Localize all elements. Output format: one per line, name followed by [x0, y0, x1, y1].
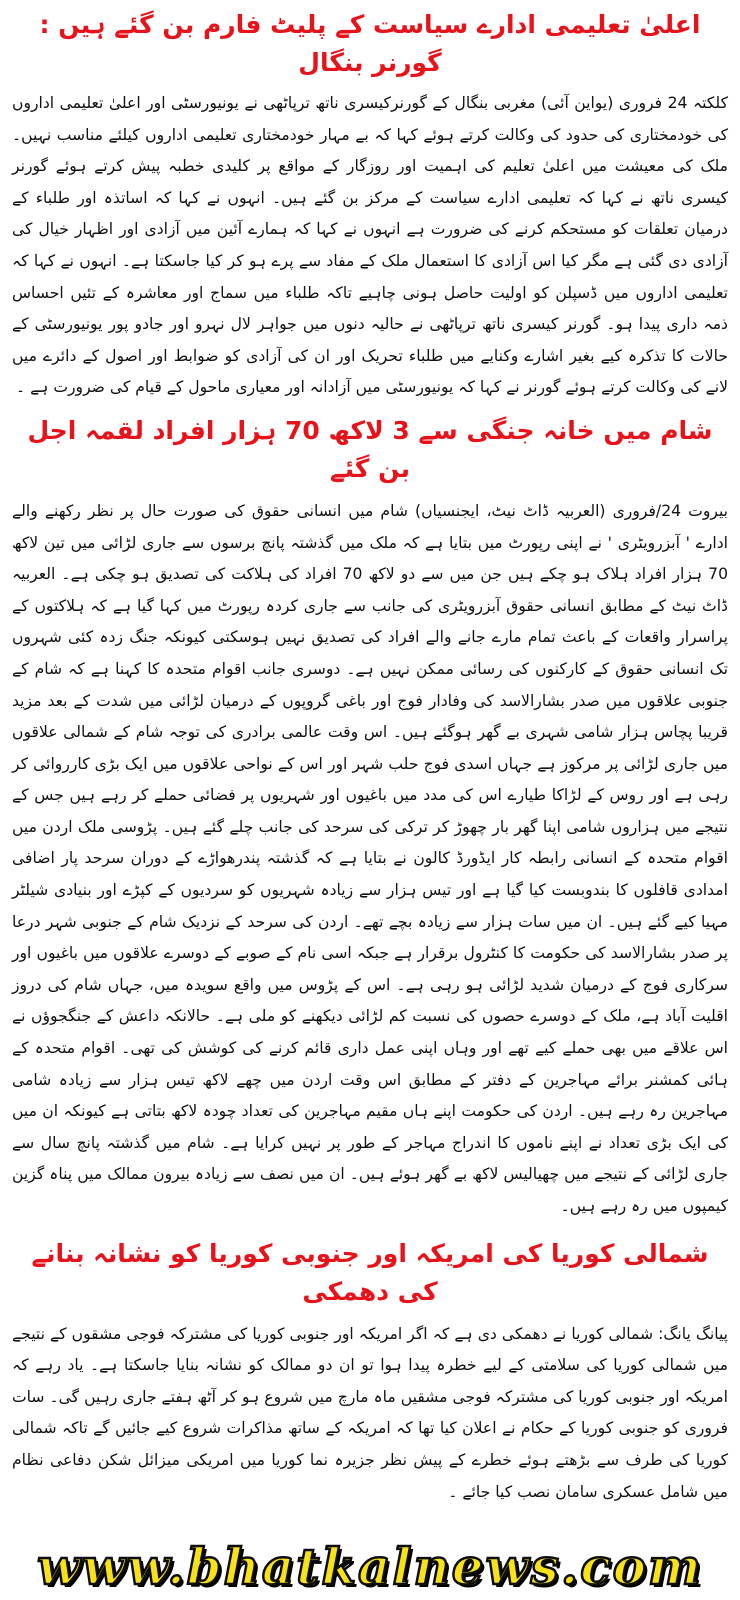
footer-banner [0, 1532, 740, 1600]
article-body: پیانگ یانگ: شمالی کوریا نے دھمکی دی ہے کہ اگر امریکہ اور جنوبی کوریا کی مشترکہ فوجی مشقوں کے نتیجے میں شمالی کوریا کی سلامتی کے لیے خطرہ پیدا ہوا تو ان دو ممالک کو نشانہ بنایا جاسکتا ہے۔ یاد رہے کہ امریکہ اور جنوبی کوریا کی مشترکہ فوجی مشقیں ماہ مارچ میں شروع ہو کر آٹھ ہفتے جاری رہیں گی۔ سات فروری کو جنوبی کوریا کے حکام نے اعلان کیا تھا کہ امریکہ کے ساتھ مذاکرات شروع کیے جائیں گے تاکہ شمالی کوریا کی طرف سے بڑھتے ہوئے خطرے کے پیش نظر جزیرہ نما کوریا میں امریکی میزائل شکن دفاعی نظام میں شامل عسکری سامان نصب کیا جائے ۔ [12, 1324, 728, 1501]
article-headline: شمالی کوریا کی امریکہ اور جنوبی کوریا کو نشانہ بنانے کی دھمکی [31, 1238, 709, 1306]
article-governor-bengal [12, 6, 728, 404]
article-headline: اعلیٰ تعلیمی ادارے سیاست کے پلیٹ فارم بن گئے ہیں : گورنر بنگال [39, 10, 701, 77]
article-headline: شام میں خانہ جنگی سے 3 لاکھ 70 ہزار افراد لقمہ اجل بن گئے [27, 415, 713, 483]
article-north-korea-threat [12, 1235, 728, 1509]
article-body: کلکتہ 24 فروری (یواین آئی) مغربی بنگال کے گورنرکیسری ناتھ ترپاٹھی نے یونیورسٹی اور اعلیٰ تعلیمی اداروں کی خودمختاری کی حدود کی وکالت کرتے ہوئے کہا کہ بے مہار خودمختاری تعلیمی اداروں کیلئے مناسب نہیں۔ ملک کی معیشت میں اعلیٰ تعلیم کی اہمیت اور روزگار کے مواقع پر کلیدی خطبہ پیش کرتے ہوئے گورنر کیسری ناتھ نے کہا کہ تعلیمی ادارے سیاست کے مرکز بن گئے ہیں۔ انہوں نے کہا کہ اساتذہ اور طلباء کے درمیان تعلقات کو مستحکم کرنے کی ضرورت ہے انہوں نے کہا کہ ہمارے آئین میں آزادی اور اظہار خیال کی آزادی دی گئی ہے مگر کیا اس آزادی کا استعمال ملک کے مفاد سے پرے ہو کر کیا جاسکتا ہے۔ انہوں نے کہا کہ تعلیمی اداروں میں ڈسپلن کو اولیت حاصل ہونی چاہیے تاکہ طلباء میں سماج اور معاشرہ کے تئیں احساس ذمہ داری پیدا ہو۔ گورنر کیسری ناتھ ترپاٹھی نے حالیہ دنوں میں جواہر لال نہرو اور جادو پور یونیورسٹی کے حالات کا تذکرہ کیے بغیر اشارے وکنایے میں طلباء تحریک اور ان کی آزادی کو ضوابط اور اصول کے دائرے میں لانے کی وکالت کرتے ہوئے گورنر نے کہا کہ یونیورسٹی میں آزادانہ اور معیاری ماحول کے قیام کی ضرورت ہے ۔ [12, 94, 729, 397]
site-url-logo: www.bhatkalnews.com [37, 1536, 703, 1596]
article-body: بیروت 24/فروری (العربیہ ڈاٹ نیٹ، ایجنسیاں) شام میں انسانی حقوق کی صورت حال پر نظر رکھنے والے ادارے ' آبزرویٹری ' نے اپنی رپورٹ میں بتایا ہے کہ ملک میں گذشتہ پانچ برسوں سے جاری لڑائی میں تین لاکھ 70 ہزار افراد ہلاک ہو چکے ہیں جن میں سے دو لاکھ 70 افراد کی ہلاکت کی تصدیق ہو چکی ہے۔ العربیہ ڈاٹ نیٹ کے مطابق انسانی حقوق آبزرویٹری کی جانب سے جاری کردہ رپورٹ میں کہا گیا ہے کہ ہلاکتوں کے پراسرار واقعات کے باعث تمام مارے جانے والے افراد کی تصدیق نہیں ہوسکتی کیونکہ جنگ زدہ کئی شہروں تک انسانی حقوق کے کارکنوں کی رسائی ممکن نہیں ہے۔ دوسری جانب اقوام متحدہ کا کہنا ہے کہ شام کے جنوبی علاقوں میں صدر بشارالاسد کی وفادار فوج اور باغی گروپوں کے درمیان لڑائی میں شدت کے بعد مزید قریبا پچاس ہزار شامی شہری بے گھر ہوگئے ہیں۔ اس وقت عالمی برادری کی توجہ شام کے شمالی علاقوں میں جاری لڑائی پر مرکوز ہے جہاں اسدی فوج حلب شہر اور اس کے نواحی علاقوں میں ایک بڑی کارروائی کر رہی ہے اور روس کے لڑاکا طیارے اس کی مدد میں باغیوں اور شہریوں پر فضائی حملے کر رہے ہیں جس کے نتیجے میں ہزاروں شامی اپنا گھر بار چھوڑ کر ترکی کی سرحد کی جانب چلے گئے ہیں۔ پڑوسی ملک اردن میں اقوام متحدہ کے انسانی رابطہ کار ایڈورڈ کالون نے بتایا ہے کہ گذشتہ پندرھواڑے کے دوران سرحد پار اضافی امدادی قافلوں کا بندوبست کیا گیا ہے اور تیس ہزار سے زیادہ شہریوں کو سردیوں کے کپڑے اور بنیادی شیلٹر مہیا کیے گئے ہیں۔ ان میں سات ہزار سے زیادہ بچے تھے۔ اردن کی سرحد کے نزدیک شام کے جنوبی شہر درعا پر صدر بشارالاسد کی حکومت کا کنٹرول برقرار ہے جبکہ اسی نام کے صوبے کے دوسرے علاقوں میں باغیوں اور سرکاری فوج کے درمیان شدید لڑائی ہو رہی ہے۔ اس کے پڑوس میں واقع سویدہ میں، جہاں شام کی دروز اقلیت آباد ہے، ملک کے دوسرے حصوں کی نسبت کم لڑائی دیکھنے کو ملی ہے۔ حالانکہ داعش کے جنگجوؤں نے اس علاقے میں بھی حملے کیے تھے اور وہاں اپنی عمل داری قائم کرنے کی کوشش کی تھی۔ اقوام متحدہ کے ہائی کمشنر برائے مہاجرین کے دفتر کے مطابق اس وقت اردن میں چھے لاکھ تیس ہزار سے زیادہ شامی مہاجرین رہ رہے ہیں۔ اردن کی حکومت اپنے ہاں مقیم مہاجرین کی تعداد چودہ لاکھ بتاتی ہے کیونکہ ان میں کی ایک بڑی تعداد نے اپنے ناموں کا اندراج مہاجر کے طور پر نہیں کرایا ہے۔ شام میں گذشتہ پانچ سال سے جاری لڑائی کے نتیجے میں چھیالیس لاکھ بے گھر ہوئے ہیں۔ ان میں نصف سے زیادہ بیرون ممالک میں پناہ گزین کیمپوں میں رہ رہے ہیں۔ [12, 501, 728, 1215]
article-syria-civil-war [12, 412, 728, 1223]
